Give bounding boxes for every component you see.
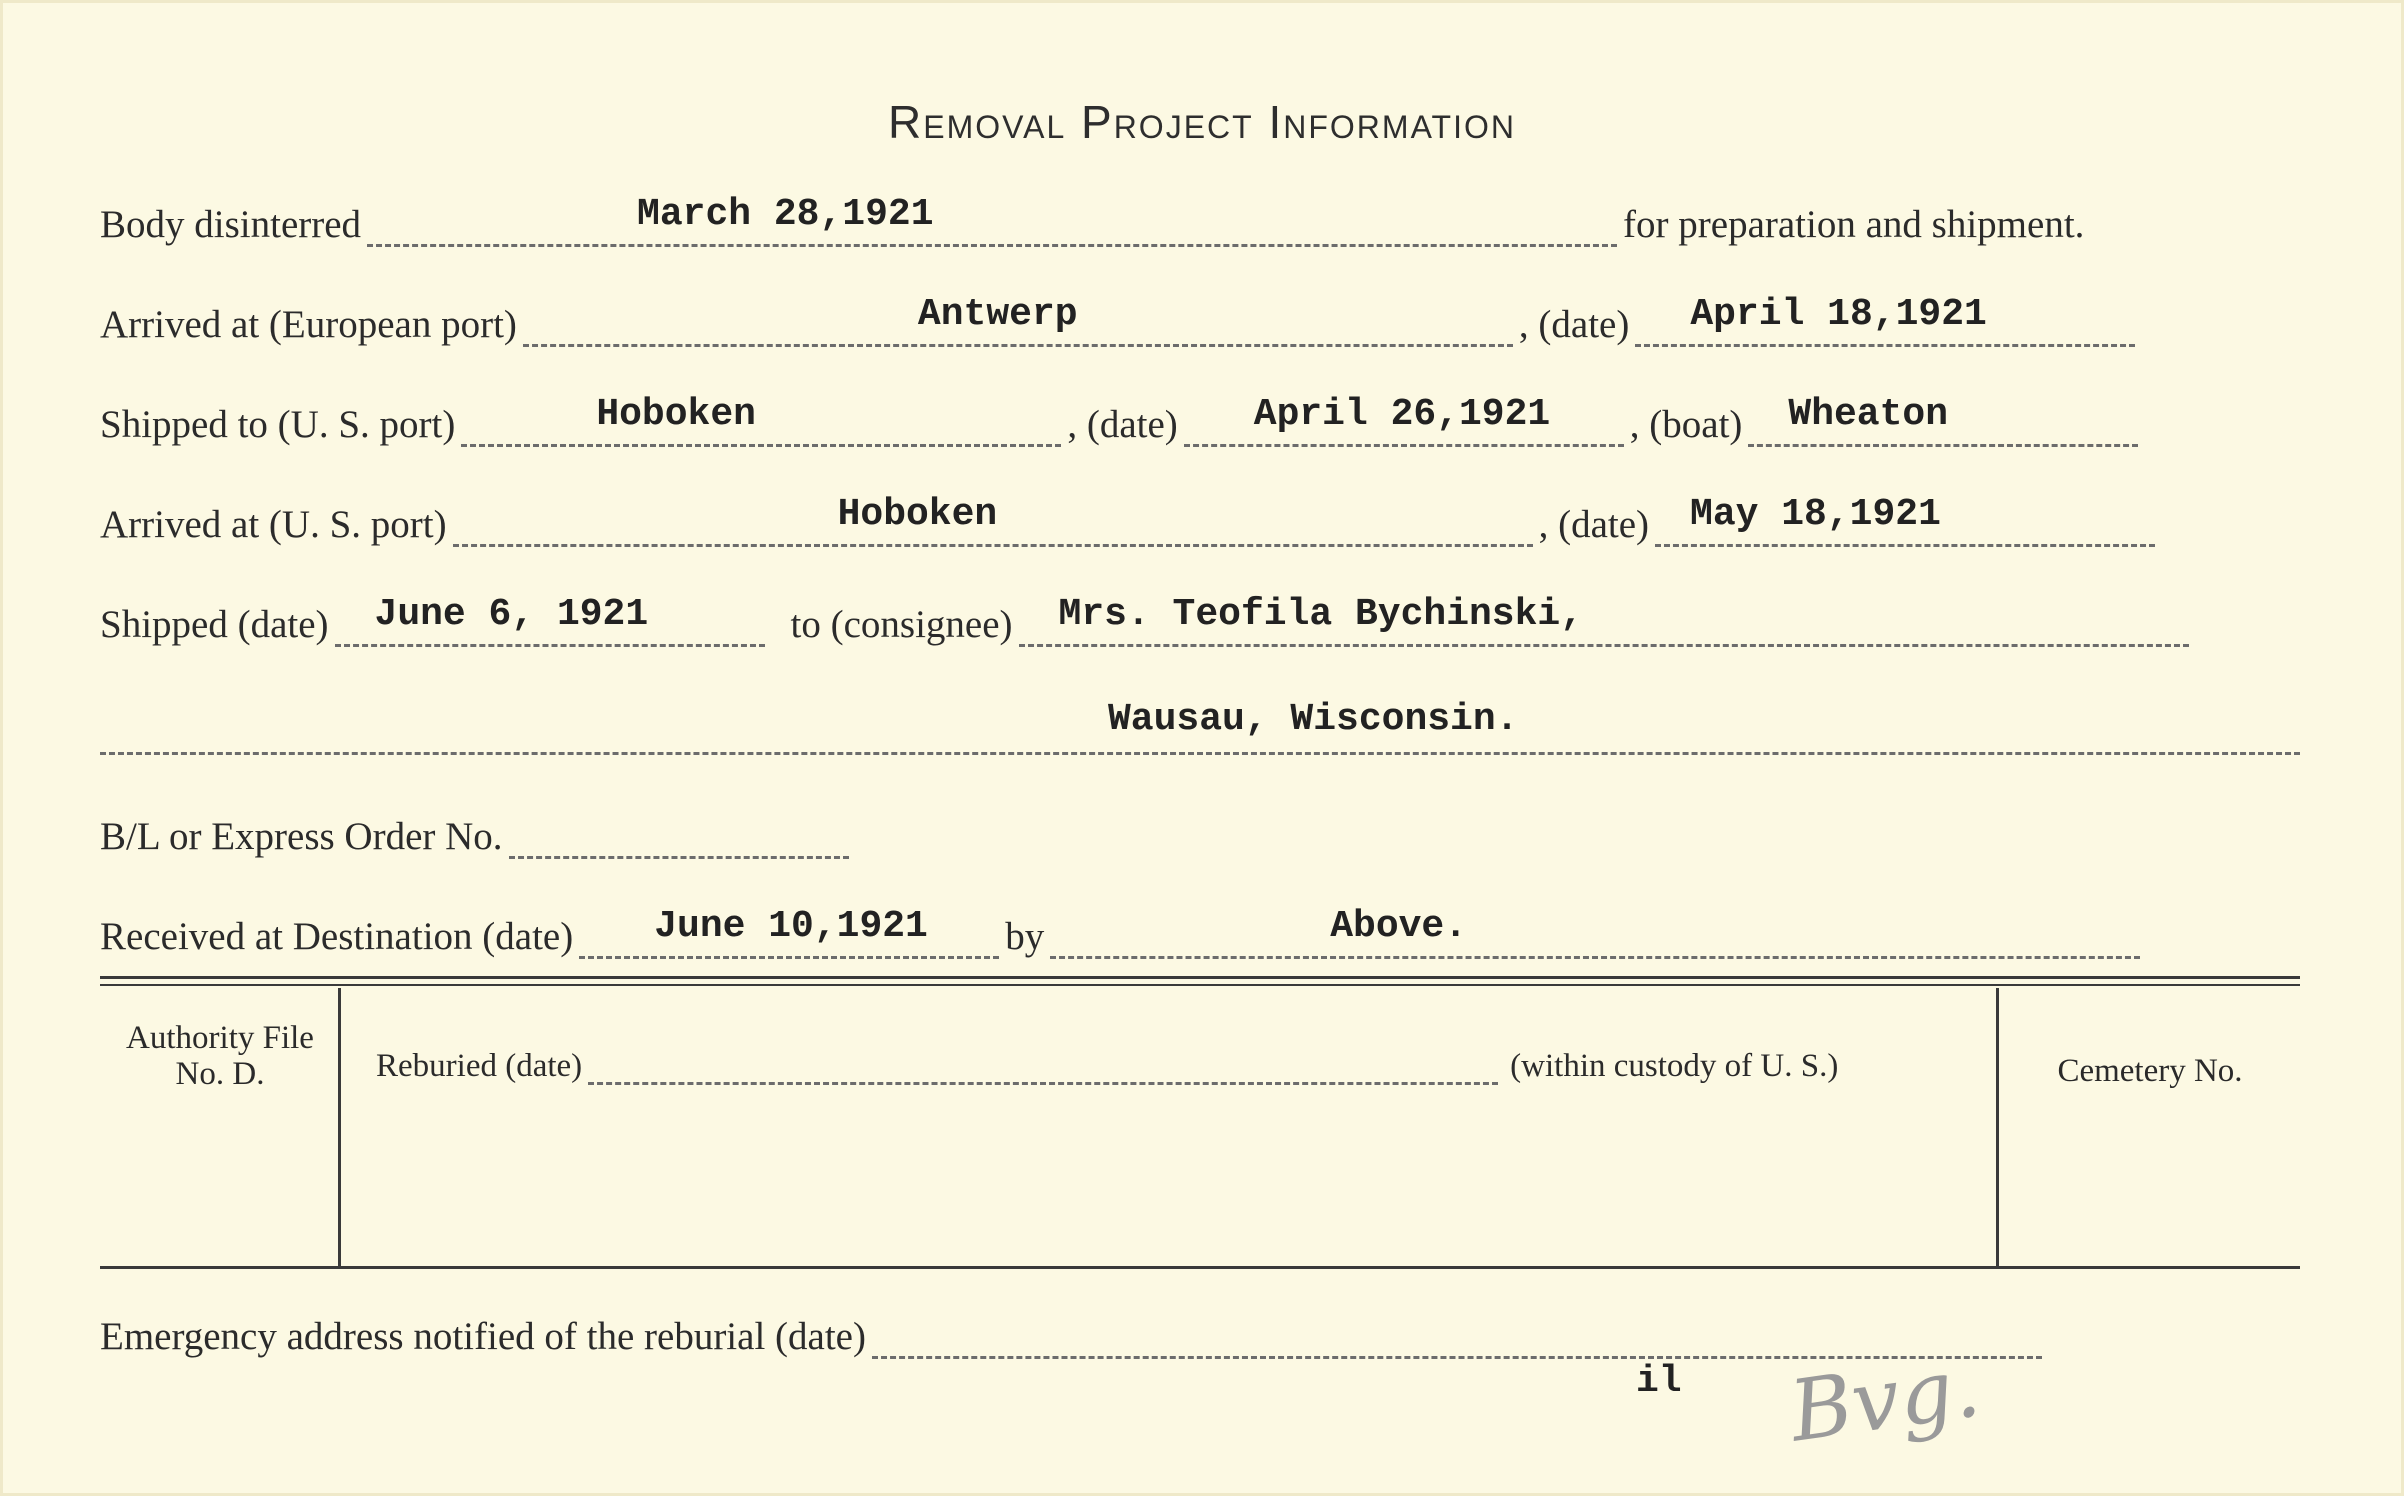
shipped-us-label: Shipped to (U. S. port) [100,403,456,446]
row-shipped [100,593,2304,647]
arrived-eu-date-value: April 18,1921 [1690,293,1987,336]
shipped-us-port-field[interactable] [461,393,1061,447]
shipped-us-boat-value: Wheaton [1788,393,1949,436]
box-divider-right [1996,988,1999,1266]
received-by-field[interactable] [1050,905,2140,959]
received-by-value: Above. [1330,905,1468,948]
received-date-value: June 10,1921 [654,905,928,948]
shipped-us-date-field[interactable] [1184,393,1624,447]
arrived-us-label: Arrived at (U. S. port) [100,503,447,546]
cemetery-label: Cemetery No. [2057,1053,2243,1089]
shipped-us-boat-label: , (boat) [1629,403,1743,446]
arrived-eu-port-field[interactable] [523,293,1513,347]
arrived-eu-port-value: Antwerp [917,293,1078,336]
shipped-us-date-label: , (date) [1067,403,1178,446]
received-label: Received at Destination (date) [100,915,574,958]
row-received [100,905,2304,959]
consignee-value: Mrs. Teofila Bychinski, [1058,593,1584,636]
shipped-us-boat-field[interactable] [1748,393,2138,447]
initials: il [1636,1360,1682,1403]
arrived-us-date-field[interactable] [1655,493,2155,547]
arrived-eu-label: Arrived at (European port) [100,303,517,346]
shipped-us-port-value: Hoboken [596,393,756,436]
arrived-us-port-field[interactable] [453,493,1533,547]
arrived-eu-date-field[interactable] [1635,293,2135,347]
bl-field[interactable] [509,812,849,859]
authority-label: Authority File No. D. [126,1020,314,1092]
shipped-us-date-value: April 26,1921 [1253,393,1551,436]
shipped-date-value: June 6, 1921 [374,593,649,636]
disinterred-suffix: for preparation and shipment. [1623,203,2085,246]
arrived-us-port-value: Hoboken [837,493,998,536]
bl-label: B/L or Express Order No. [100,815,503,858]
box-top-rule [100,976,2300,979]
disinterred-field[interactable] [367,193,1617,247]
arrived-eu-date-label: , (date) [1518,303,1630,346]
received-by-label: by [1005,915,1045,958]
row-reburied [376,1046,1838,1085]
shipped-date-field[interactable] [335,593,765,647]
row-bl [100,812,2304,859]
address-line[interactable] [100,752,2300,755]
row-arrived-european [100,293,2304,347]
row-shipped-us [100,393,2304,447]
box-bottom-rule [100,1266,2300,1269]
disinterred-label: Body disinterred [100,203,362,246]
box-top-rule-2 [100,984,2300,986]
card-title: Removal Project Information [888,96,1516,148]
arrived-us-date-value: May 18,1921 [1690,493,1941,536]
consignee-field[interactable] [1019,593,2189,647]
row-arrived-us [100,493,2304,547]
arrived-us-date-label: , (date) [1538,503,1650,546]
box-divider-left [338,988,341,1266]
reburied-label: Reburied (date) [376,1048,583,1084]
disinterred-value: March 28,1921 [637,193,934,236]
reburied-date-field[interactable] [588,1046,1498,1085]
received-date-field[interactable] [579,905,999,959]
pencil-note: Bvg. [1784,1337,1986,1461]
consignee-label: to (consignee) [790,603,1013,646]
row-disinterred [100,193,2304,247]
custody-label: (within custody of U. S.) [1510,1048,1839,1084]
consignee-address-value: Wausau, Wisconsin. [1108,698,1519,741]
emergency-label: Emergency address notified of the reburial (date) [100,1315,866,1358]
shipped-date-label: Shipped (date) [100,603,329,646]
